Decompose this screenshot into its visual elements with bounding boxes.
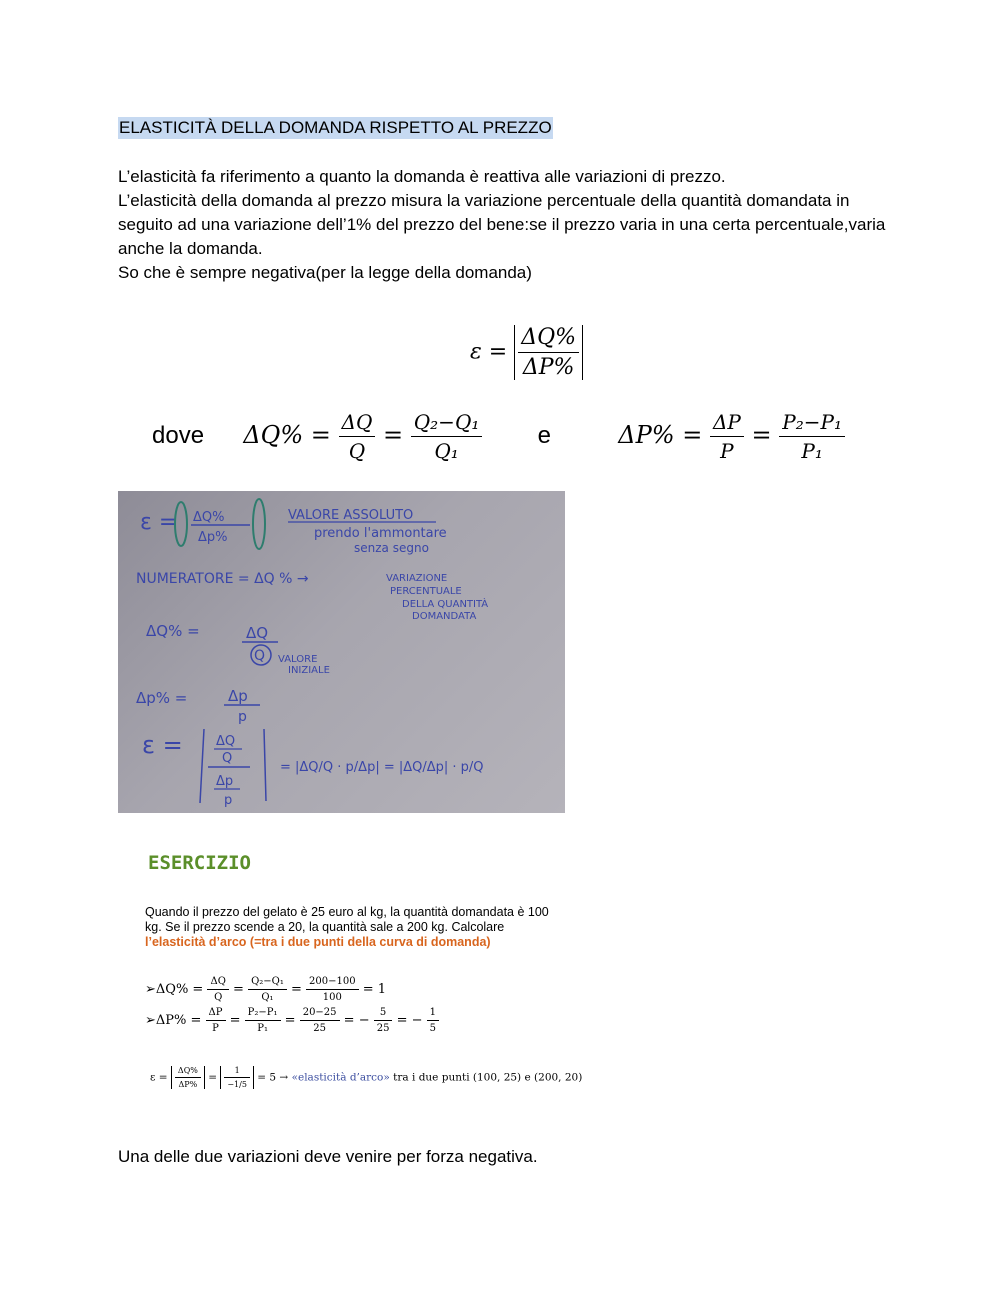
- percent-change-definitions: [152, 410, 845, 463]
- hw-valore-iniziale-2: INIZIALE: [288, 665, 330, 676]
- document-title: ELASTICITÀ DELLA DOMANDA RISPETTO AL PREZZO: [119, 118, 552, 137]
- hw-dq-lhs: ΔQ% =: [146, 622, 200, 640]
- hw-eps: ε =: [140, 510, 178, 535]
- hw-final-rhs: = |ΔQ/Q · p/Δp| = |ΔQ/Δp| · p/Q: [280, 760, 484, 775]
- numerator: P₂−P₁: [245, 1007, 281, 1021]
- fraction: [248, 976, 287, 1003]
- exercise-text: [145, 905, 565, 950]
- denominator: 25: [313, 1023, 326, 1034]
- exercise-dp-line: ➢ΔP% = $\frac{\Delta P}{P}$ = $\frac{\text{P₂−P₁}}{\text{P₁}}$ = $\frac{20-25}{25}$ = − $\frac{5}{25}$ = − $\frac{1}{5}$: [145, 1007, 439, 1034]
- fraction: [300, 1007, 340, 1034]
- denominator: P: [720, 439, 734, 463]
- numerator: 1: [427, 1007, 439, 1021]
- hw-variazione-4: DOMANDATA: [412, 611, 477, 622]
- final-result: = 5 →: [257, 1071, 289, 1084]
- exercise-statement: Quando il prezzo del gelato è 25 euro al kg, la quantità domandata è 100 kg. Se il prezzo scende a 20, la quantità sale a 200 kg. Calcolare: [145, 905, 549, 934]
- final-lhs: ε =: [150, 1071, 168, 1084]
- hw-dp-lhs: Δp% =: [136, 689, 188, 707]
- paragraph-3: So che è sempre negativa(per la legge della domanda): [118, 263, 532, 282]
- svg-text:p: p: [224, 793, 233, 808]
- denominator: P₁: [257, 1023, 268, 1034]
- numerator: ΔQ%: [175, 1066, 201, 1078]
- final-quote: «elasticità d’arco»: [291, 1071, 390, 1084]
- equals-sign: =: [383, 421, 404, 449]
- formula-lhs: ε =: [470, 339, 508, 365]
- formula-fraction: [518, 325, 579, 380]
- absolute-value: [171, 1066, 205, 1089]
- closing-text: Una delle due variazioni deve venire per forza negativa.: [118, 1147, 538, 1166]
- denominator: Q₁: [261, 992, 274, 1003]
- hw-numeratore: NUMERATORE = ΔQ % →: [136, 571, 309, 587]
- numerator: P₂−P₁: [779, 410, 845, 437]
- hw-senza-segno: senza segno: [354, 541, 429, 555]
- numerator: 1: [224, 1066, 250, 1078]
- numerator: ΔP: [206, 1007, 226, 1021]
- denominator: 25: [376, 1023, 390, 1034]
- e-word: e: [537, 422, 551, 449]
- numerator: 20−25: [300, 1007, 340, 1021]
- dp-lhs: ΔP% =: [618, 421, 703, 449]
- equals-sign: =: [751, 421, 772, 449]
- hw-dp-den: p: [238, 709, 247, 725]
- dp-frac2: [779, 410, 845, 463]
- hw-variazione-1: VARIAZIONE: [386, 573, 448, 584]
- numerator: 5: [374, 1007, 393, 1021]
- paragraph-2: L’elasticità della domanda al prezzo misura la variazione percentuale della quantità domandata in seguito ad una variazione dell’1% del prezzo del bene:se il prezzo varia in una certa percentuale,varia anche la domanda.: [118, 191, 886, 258]
- fraction: [306, 976, 359, 1003]
- elasticity-formula: [470, 325, 583, 380]
- numerator: ΔQ: [339, 410, 376, 437]
- final-rest: tra i due punti (100, 25) e (200, 20): [393, 1071, 583, 1084]
- fraction-denominator: ΔP%: [522, 355, 575, 380]
- hw-dq-num: ΔQ: [246, 624, 269, 642]
- hw-dp-num: Δp: [228, 687, 248, 705]
- denominator: 5: [429, 1023, 437, 1034]
- fraction: [224, 1066, 250, 1089]
- line-lhs: ➢ΔQ% =: [145, 982, 204, 997]
- absolute-value: [220, 1066, 254, 1089]
- denominator: −1/5: [227, 1080, 247, 1089]
- hw-variazione-3: DELLA QUANTITÀ: [402, 599, 489, 610]
- exercise-result-line: ε = $\frac{\Delta Q\%}{\Delta P\%}$ = $\frac{1}{-1/5}$ = 5 → «elasticità d’arco» tra i due punti (100, 25) e (200, 20): [150, 1066, 583, 1089]
- hw-frac-den: Δp%: [198, 530, 228, 545]
- exercise-highlight: l’elasticità d’arco (=tra i due punti della curva di domanda): [145, 935, 491, 949]
- handwritten-notes-photo: [118, 491, 565, 813]
- numerator: ΔP: [710, 410, 744, 437]
- dq-frac2: [411, 410, 483, 463]
- fraction: [374, 1007, 393, 1034]
- hw-valore-assoluto: VALORE ASSOLUTO: [288, 508, 414, 523]
- fraction-numerator: ΔQ%: [518, 325, 579, 353]
- svg-text:Q: Q: [222, 751, 233, 766]
- numerator: Q₂−Q₁: [248, 976, 287, 990]
- denominator: ΔP%: [178, 1080, 198, 1089]
- fraction: [175, 1066, 201, 1089]
- dq-frac1: [339, 410, 376, 463]
- hw-final-eps: ε =: [142, 731, 183, 759]
- hw-dq-den: Q: [254, 648, 266, 664]
- denominator: Q₁: [434, 439, 459, 463]
- numerator: ΔQ: [207, 976, 228, 990]
- numerator: Q₂−Q₁: [411, 410, 483, 437]
- hw-variazione-2: PERCENTUALE: [390, 586, 462, 597]
- denominator: Q: [348, 439, 366, 463]
- absolute-value: [514, 325, 583, 380]
- svg-text:ΔQ: ΔQ: [216, 734, 236, 749]
- line-lhs: ➢ΔP% =: [145, 1013, 202, 1028]
- hw-valore-iniziale-1: VALORE: [278, 654, 318, 665]
- fraction: [427, 1007, 439, 1034]
- numerator: 200−100: [306, 976, 359, 990]
- line-result: = 1: [362, 982, 387, 997]
- dp-frac1: [710, 410, 744, 463]
- dove-word: dove: [152, 422, 205, 449]
- dq-lhs: ΔQ% =: [243, 421, 331, 449]
- hw-frac-num: ΔQ%: [193, 510, 225, 525]
- exercise-dq-line: ➢ΔQ% = $\frac{\Delta Q}{Q}$ = $\frac{\text{Q₂−Q₁}}{\text{Q₁}}$ = $\frac{200-100}{100}$ = 1: [145, 976, 387, 1003]
- fraction: [245, 1007, 281, 1034]
- body-text: [118, 165, 888, 285]
- paragraph-1: L’elasticità fa riferimento a quanto la domanda è reattiva alle variazioni di prezzo.: [118, 167, 726, 186]
- svg-text:Δp: Δp: [216, 774, 234, 789]
- hw-prendo: prendo l'ammontare: [314, 526, 447, 541]
- exercise-title: ESERCIZIO: [148, 852, 251, 874]
- denominator: 100: [322, 992, 342, 1003]
- fraction: [206, 1007, 226, 1034]
- denominator: Q: [214, 992, 223, 1003]
- fraction: [207, 976, 228, 1003]
- denominator: P: [212, 1023, 219, 1034]
- denominator: P₁: [801, 439, 823, 463]
